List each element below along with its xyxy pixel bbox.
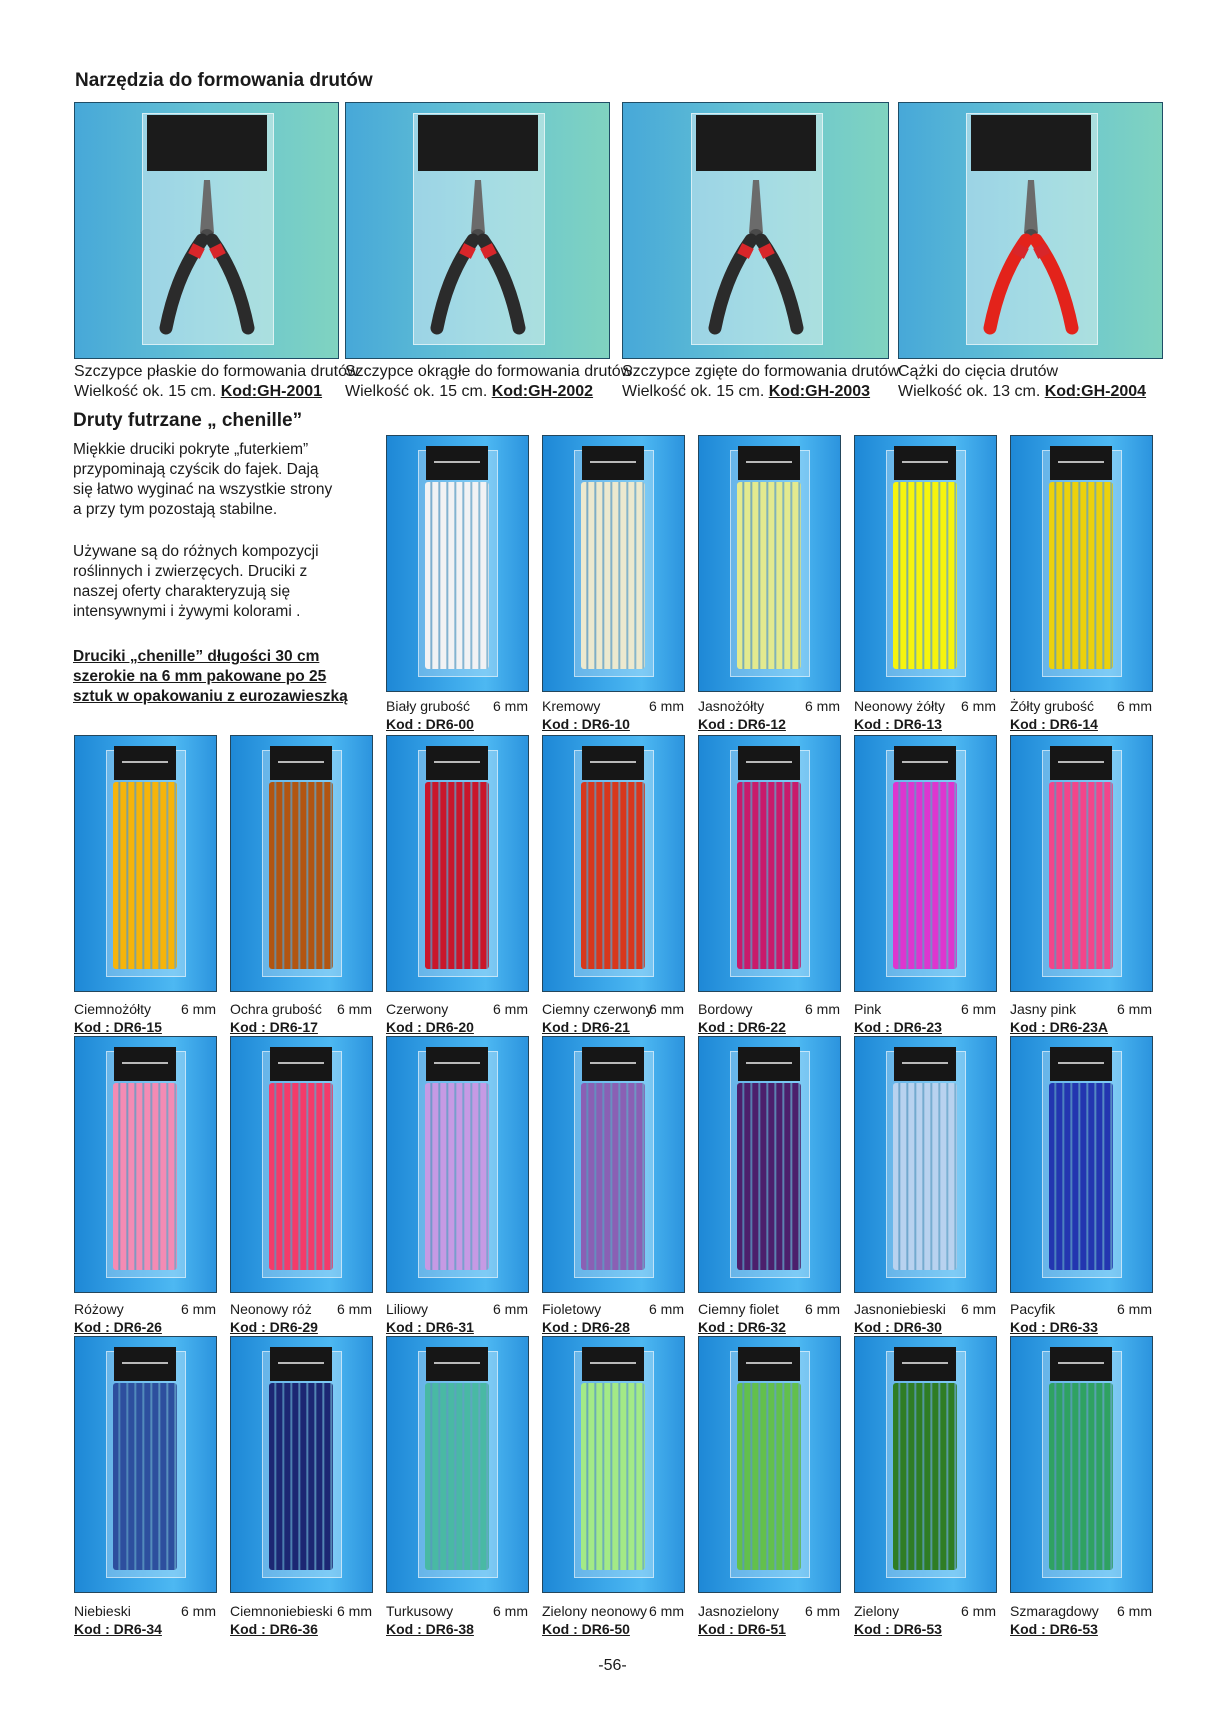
product-photo [386,1336,529,1593]
package-header [1050,1347,1112,1381]
chenille-strands [269,1083,333,1270]
product-size: 6 mm [649,698,684,714]
tool-code: Kod:GH-2001 [220,383,323,400]
packaging-info-line: Druciki „chenille” długości 30 cm [73,648,320,665]
product-photo [74,1036,217,1293]
product-code: Kod : DR6-13 [854,716,942,732]
tool-photo [898,102,1163,359]
product-name: Turkusowy [386,1603,454,1619]
product-photo [386,435,529,692]
product-size: 6 mm [805,1001,840,1017]
package-header [426,446,488,480]
package-header [696,115,816,171]
package-header [582,1347,644,1381]
description-line: roślinnych i zwierzęcych. Druciki z [73,563,308,580]
page-number: -56- [598,1657,627,1674]
product-size: 6 mm [961,698,996,714]
product-name: Niebieski [74,1603,131,1619]
packaging-info-line: sztuk w opakowaniu z eurozawieszką [73,688,348,705]
product-photo [698,735,841,992]
product-name: Ciemnożółty [74,1001,152,1017]
tool-caption [345,362,632,402]
product-photo [1010,1036,1153,1293]
product-size: 6 mm [1117,698,1152,714]
tool-name: Cążki do cięcia drutów [898,363,1059,380]
package-header [1050,1047,1112,1081]
package-header [114,746,176,780]
package-header [894,746,956,780]
package-header [738,1047,800,1081]
product-code: Kod : DR6-00 [386,716,474,732]
chenille-strands [113,782,177,969]
product-size: 6 mm [961,1603,996,1619]
product-name: Żółty grubość [1010,698,1095,714]
package-header [738,1347,800,1381]
package-header [582,746,644,780]
product-name: Ciemny fiolet [698,1301,779,1317]
product-name: Biały grubość [386,698,471,714]
product-photo [386,1036,529,1293]
pliers-icon [152,178,262,338]
product-name: Czerwony [386,1001,449,1017]
tool-photo [74,102,339,359]
chenille-strands [425,1083,489,1270]
tool-size: Wielkość ok. 13 cm. Kod:GH-2004 [898,383,1147,400]
chenille-strands [893,1083,957,1270]
product-photo [698,435,841,692]
product-size: 6 mm [961,1001,996,1017]
product-photo [1010,435,1153,692]
package-header [418,115,538,171]
tool-caption [622,362,899,402]
product-size: 6 mm [805,1603,840,1619]
product-code: Kod : DR6-17 [230,1019,318,1035]
product-name: Zielony [854,1603,900,1619]
package-header [270,746,332,780]
chenille-strands [737,1083,801,1270]
product-photo [542,735,685,992]
package-header [894,446,956,480]
chenille-strands [113,1083,177,1270]
product-name: Ochra grubość [230,1001,322,1017]
tool-name: Szczypce płaskie do formowania drutów [74,363,359,380]
description-line: Miękkie druciki pokryte „futerkiem” [73,441,309,458]
tool-caption [898,362,1146,402]
product-code: Kod : DR6-15 [74,1019,162,1035]
description-line: przypominają czyścik do fajek. Dają [73,461,319,478]
product-code: Kod : DR6-34 [74,1621,162,1637]
product-code: Kod : DR6-21 [542,1019,630,1035]
product-photo [854,735,997,992]
product-size: 6 mm [337,1301,372,1317]
product-size: 6 mm [1117,1001,1152,1017]
product-photo [1010,1336,1153,1593]
chenille-strands [737,782,801,969]
product-photo [698,1036,841,1293]
product-name: Jasny pink [1010,1001,1077,1017]
tool-size: Wielkość ok. 15 cm. Kod:GH-2003 [622,383,871,400]
tool-size: Wielkość ok. 15 cm. Kod:GH-2001 [74,383,323,400]
product-photo [230,735,373,992]
package-header [1050,746,1112,780]
product-photo [542,1336,685,1593]
pliers-icon [976,178,1086,338]
product-code: Kod : DR6-38 [386,1621,474,1637]
product-name: Jasnożółty [698,698,765,714]
product-size: 6 mm [493,1001,528,1017]
product-photo [74,735,217,992]
product-name: Jasnozielony [698,1603,779,1619]
package-header [582,1047,644,1081]
package-header [270,1047,332,1081]
description-line: a przy tym pozostają stabilne. [73,501,278,518]
product-size: 6 mm [1117,1603,1152,1619]
chenille-section-title: Druty futrzane „ chenille” [73,410,303,431]
product-code: Kod : DR6-12 [698,716,786,732]
product-name: Neonowy żółty [854,698,946,714]
tool-code: Kod:GH-2003 [768,383,871,400]
package-header [738,746,800,780]
package-header [114,1347,176,1381]
tool-name: Szczypce zgięte do formowania drutów [622,363,900,380]
product-code: Kod : DR6-28 [542,1319,630,1335]
product-size: 6 mm [493,698,528,714]
product-code: Kod : DR6-30 [854,1319,942,1335]
description-line: naszej oferty charakteryzują się [73,583,291,600]
chenille-strands [269,1383,333,1570]
product-photo [1010,735,1153,992]
product-size: 6 mm [649,1301,684,1317]
chenille-strands [1049,1383,1113,1570]
description-line: Używane są do różnych kompozycji [73,543,319,560]
tool-size: Wielkość ok. 15 cm. Kod:GH-2002 [345,383,594,400]
product-name: Neonowy róż [230,1301,312,1317]
product-size: 6 mm [337,1001,372,1017]
chenille-strands [581,482,645,669]
product-photo [698,1336,841,1593]
product-code: Kod : DR6-23A [1010,1019,1109,1035]
product-code: Kod : DR6-23 [854,1019,942,1035]
product-name: Zielony neonowy [542,1603,648,1619]
product-photo [854,1036,997,1293]
package-header [114,1047,176,1081]
chenille-strands [737,1383,801,1570]
product-name: Fioletowy [542,1301,602,1317]
product-name: Jasnoniebieski [854,1301,946,1317]
product-name: Ciemnoniebieski [230,1603,333,1619]
product-size: 6 mm [493,1301,528,1317]
chenille-strands [737,482,801,669]
product-size: 6 mm [961,1301,996,1317]
description-line: intensywnymi i żywymi kolorami . [73,603,301,620]
chenille-strands [425,1383,489,1570]
chenille-strands [581,1383,645,1570]
product-name: Pink [854,1001,882,1017]
product-name: Liliowy [386,1301,429,1317]
product-code: Kod : DR6-51 [698,1621,786,1637]
product-code: Kod : DR6-20 [386,1019,474,1035]
description-line: się łatwo wyginać na wszystkie strony [73,481,333,498]
product-code: Kod : DR6-22 [698,1019,786,1035]
chenille-strands [269,782,333,969]
product-code: Kod : DR6-14 [1010,716,1098,732]
chenille-strands [1049,1083,1113,1270]
product-size: 6 mm [805,1301,840,1317]
product-code: Kod : DR6-53 [1010,1621,1098,1637]
chenille-strands [425,482,489,669]
packaging-info-line: szerokie na 6 mm pakowane po 25 [73,668,327,685]
product-size: 6 mm [1117,1301,1152,1317]
product-code: Kod : DR6-33 [1010,1319,1098,1335]
product-size: 6 mm [805,698,840,714]
package-header [270,1347,332,1381]
package-header [582,446,644,480]
chenille-strands [581,782,645,969]
package-header [738,446,800,480]
product-code: Kod : DR6-32 [698,1319,786,1335]
tool-photo [622,102,889,359]
product-code: Kod : DR6-29 [230,1319,318,1335]
product-code: Kod : DR6-31 [386,1319,474,1335]
package-header [1050,446,1112,480]
package-header [894,1047,956,1081]
product-photo [386,735,529,992]
product-photo [854,435,997,692]
product-photo [230,1036,373,1293]
package-header [426,746,488,780]
chenille-strands [893,782,957,969]
product-code: Kod : DR6-50 [542,1621,630,1637]
chenille-strands [113,1383,177,1570]
chenille-strands [1049,782,1113,969]
product-code: Kod : DR6-53 [854,1621,942,1637]
product-size: 6 mm [181,1001,216,1017]
chenille-strands [425,782,489,969]
chenille-strands [893,482,957,669]
tools-section-title: Narzędzia do formowania drutów [75,70,373,91]
product-size: 6 mm [181,1603,216,1619]
package-header [426,1047,488,1081]
tool-code: Kod:GH-2002 [491,383,594,400]
product-photo [230,1336,373,1593]
chenille-strands [893,1383,957,1570]
package-header [426,1347,488,1381]
pliers-icon [701,178,811,338]
product-size: 6 mm [493,1603,528,1619]
product-photo [74,1336,217,1593]
package-header [971,115,1091,171]
product-code: Kod : DR6-26 [74,1319,162,1335]
product-size: 6 mm [337,1603,372,1619]
product-name: Kremowy [542,698,601,714]
product-photo [854,1336,997,1593]
tool-photo [345,102,610,359]
product-name: Pacyfik [1010,1301,1056,1317]
package-header [894,1347,956,1381]
tool-code: Kod:GH-2004 [1044,383,1147,400]
product-photo [542,435,685,692]
product-size: 6 mm [181,1301,216,1317]
tool-caption [74,362,359,402]
chenille-strands [1049,482,1113,669]
product-photo [542,1036,685,1293]
tool-name: Szczypce okrągłe do formowania drutów [345,363,633,380]
package-header [147,115,267,171]
chenille-strands [581,1083,645,1270]
product-name: Różowy [74,1301,124,1317]
pliers-icon [423,178,533,338]
product-code: Kod : DR6-10 [542,716,630,732]
product-size: 6 mm [649,1001,684,1017]
product-name: Bordowy [698,1001,753,1017]
product-code: Kod : DR6-36 [230,1621,318,1637]
product-size: 6 mm [649,1603,684,1619]
product-name: Szmaragdowy [1010,1603,1099,1619]
product-name: Ciemny czerwony [542,1001,653,1017]
